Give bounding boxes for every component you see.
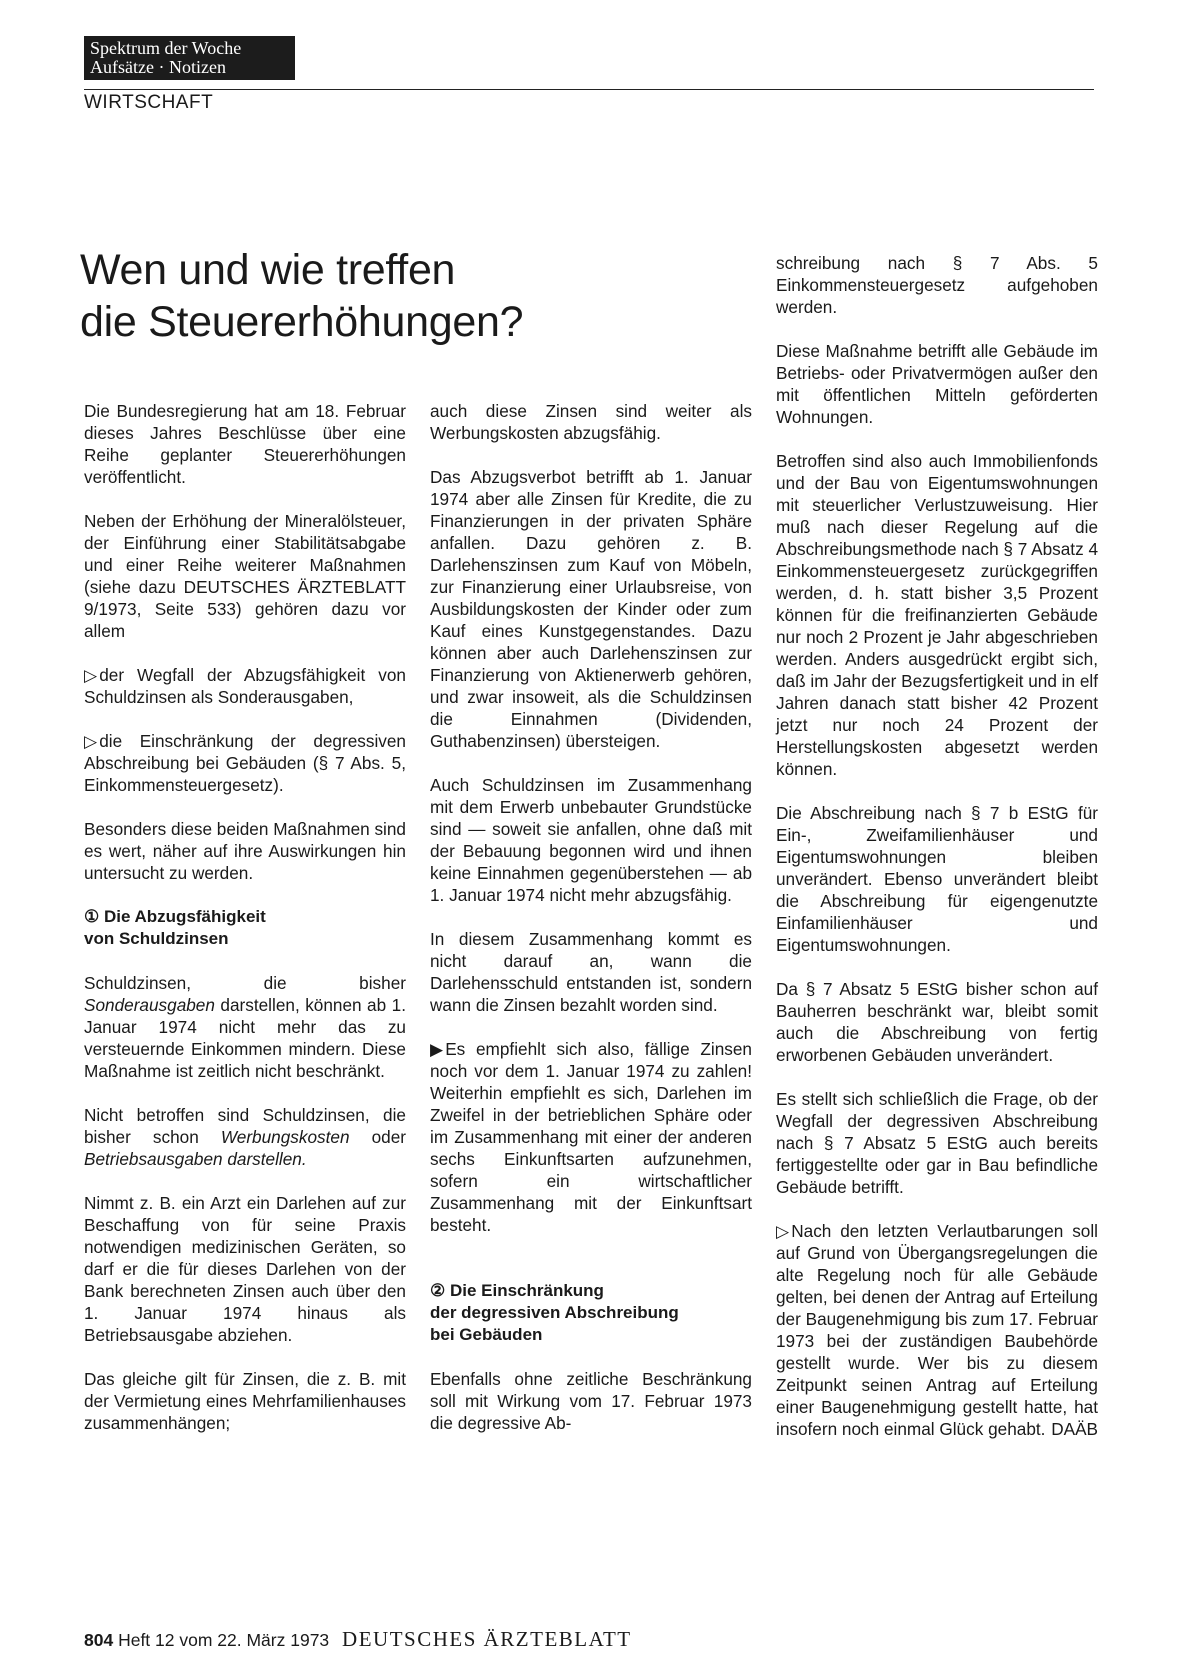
bullet-text: Nach den letzten Verlautbarungen soll auf Grund von Übergangsregelungen die alte Regelung noch für alle Gebäude gelten, bei denen der Antrag auf Erteilung der Baugenehmigung bis zum 17. Februar 1973 bei der zuständigen Baubehörde gestellt wurde. Wer bis zu diesem Zeitpunkt seinen Antrag auf Erteilung einer Baugenehmigung gestellt hatte, hat insofern noch einmal Glück gehabt. [776, 1221, 1098, 1439]
issue-info: Heft 12 vom 22. März 1973 [118, 1630, 330, 1650]
paragraph: schreibung nach § 7 Abs. 5 Einkommensteuergesetz aufgehoben werden. [776, 253, 1098, 317]
header-badge [84, 36, 295, 80]
title-line1: Wen und wie treffen [80, 246, 456, 294]
paragraph [84, 1104, 406, 1170]
bullet-paragraph [84, 730, 406, 796]
subheading-2 [430, 1280, 752, 1346]
page-footer [84, 1627, 632, 1652]
subheading-line: bei Gebäuden [430, 1325, 543, 1344]
text-run: darstellen, können ab 1. Januar 1974 nicht mehr das zu versteuernde Einkommen mindern. Diese Maßnahme ist zeitlich nicht beschränkt. [84, 995, 406, 1081]
text-run: oder [349, 1127, 406, 1147]
bullet-text: die Einschränkung der degressiven Abschreibung bei Gebäuden (§ 7 Abs. 5, Einkommensteuergesetz). [84, 731, 406, 795]
bullet-paragraph [84, 664, 406, 708]
author-initials: DAÄB [1051, 1419, 1098, 1439]
paragraph: Ebenfalls ohne zeitliche Beschränkung soll mit Wirkung vom 17. Februar 1973 die degressive Ab- [430, 1369, 752, 1433]
text-run: Schuldzinsen, die bisher [84, 973, 406, 993]
subheading-line: ① Die Abzugsfähigkeit [84, 907, 266, 926]
paragraph: Auch Schuldzinsen im Zusammenhang mit dem Erwerb unbebauter Grundstücke sind — soweit sie anfallen, ohne daß mit der Bebauung begonnen wird und ihnen keine Einnahmen gegenüberstehen — ab 1. Januar 1974 nicht mehr abzugsfähig. [430, 775, 752, 905]
bullet-paragraph [430, 1038, 752, 1236]
italic-run: Werbungskosten [220, 1127, 350, 1147]
column-2 [430, 400, 752, 1456]
article-title [80, 244, 680, 348]
filled-triangle-bullet-icon: ▶ [430, 1039, 444, 1059]
header-badge-line2: Aufsätze · Notizen [90, 57, 226, 77]
column-1 [84, 400, 406, 1456]
paragraph [84, 972, 406, 1082]
publication-name: DEUTSCHES ÄRZTEBLATT [342, 1627, 632, 1651]
paragraph: Besonders diese beiden Maßnahmen sind es wert, näher auf ihre Auswirkungen hin untersucht zu werden. [84, 819, 406, 883]
subheading-line: von Schuldzinsen [84, 929, 229, 948]
column-3 [776, 252, 1098, 1462]
paragraph: auch diese Zinsen sind weiter als Werbungskosten abzugsfähig. [430, 401, 752, 443]
triangle-bullet-icon: ▷ [776, 1221, 790, 1241]
bullet-text: der Wegfall der Abzugsfähigkeit von Schuldzinsen als Sonderausgaben, [84, 665, 406, 707]
paragraph: Betroffen sind also auch Immobilienfonds und der Bau von Eigentumswohnungen mit steuerlicher Verlustzuweisung. Hier muß nach dieser Regelung auf die Abschreibungsmethode nach § 7 Absatz 4 Einkommensteuergesetz zurückgegriffen werden, d. h. statt bisher 3,5 Prozent können für die freifinanzierten Gebäude nur noch 2 Prozent je Jahr abgeschrieben werden. Anders ausgedrückt ergibt sich, daß im Jahr der Bezugsfertigkeit und in elf Jahren danach statt bisher 42 Prozent jetzt nur noch 24 Prozent der Herstellungskosten abgesetzt werden können. [776, 451, 1099, 779]
italic-run: Sonderausgaben [84, 995, 215, 1015]
paragraph: In diesem Zusammenhang kommt es nicht darauf an, wann die Darlehensschuld entstanden ist, sondern wann die Zinsen bezahlt worden sind. [430, 929, 752, 1015]
triangle-bullet-icon: ▷ [84, 665, 98, 685]
subheading-line: der degressiven Abschreibung [430, 1303, 679, 1322]
paragraph: Die Abschreibung nach § 7 b EStG für Ein-, Zweifamilienhäuser und Eigentumswohnungen bleiben unverändert. Ebenso unverändert bleibt die Abschreibung für eigengenutzte Einfamilienhäuser und Eigentumswohnungen. [776, 803, 1098, 955]
page-number: 804 [84, 1630, 114, 1650]
paragraph: Da § 7 Absatz 5 EStG bisher schon auf Bauherren beschränkt war, bleibt somit auch die Abschreibung von fertig erworbenen Gebäuden unverändert. [776, 979, 1098, 1065]
paragraph: Diese Maßnahme betrifft alle Gebäude im Betriebs- oder Privatvermögen außer den mit öffentlichen Mitteln geförderten Wohnungen. [776, 341, 1098, 427]
paragraph: Das Abzugsverbot betrifft ab 1. Januar 1974 aber alle Zinsen für Kredite, die zu Finanzierungen in der privaten Sphäre anfallen. Dazu gehören z. B. Darlehenszinsen zum Kauf von Möbeln, zur Finanzierung einer Urlaubsreise, von Ausbildungskosten der Kinder oder zum Kauf eines Kunstgegenstandes. Dazu können aber auch Darlehenszinsen zur Finanzierung von Aktienerwerb gehören, und zwar insoweit, als die Schuldzinsen die Einnahmen (Dividenden, Guthabenzinsen) übersteigen. [430, 467, 752, 751]
title-line2: die Steuererhöhungen? [80, 298, 524, 346]
paragraph: Das gleiche gilt für Zinsen, die z. B. mit der Vermietung eines Mehrfamilienhauses zusammenhängen; [84, 1369, 406, 1433]
paragraph: Es stellt sich schließlich die Frage, ob der Wegfall der degressiven Abschreibung nach § 7 Absatz 5 EStG auch bereits fertiggestellte oder gar in Bau befindliche Gebäude betrifft. [776, 1089, 1098, 1197]
header-rule [84, 89, 1094, 90]
triangle-bullet-icon: ▷ [84, 731, 98, 751]
subheading-line: ② Die Einschränkung [430, 1281, 604, 1300]
section-label: WIRTSCHAFT [84, 92, 214, 113]
text-run: Nicht betroffen sind Schuldzinsen, die bisher schon [84, 1105, 406, 1147]
subheading-1 [84, 906, 406, 950]
paragraph: Neben der Erhöhung der Mineralölsteuer, der Einführung einer Stabilitätsabgabe und einer Reihe weiterer Maßnahmen (siehe dazu DEUTSCHES ÄRZTEBLATT 9/1973, Seite 533) gehören dazu vor allem [84, 511, 406, 641]
bullet-paragraph [776, 1220, 1098, 1440]
italic-run: Betriebsausgaben darstellen. [84, 1149, 307, 1169]
bullet-text: Es empfiehlt sich also, fällige Zinsen noch vor dem 1. Januar 1974 zu zahlen! Weiterhin empfiehlt es sich, Darlehen im Zweifel in der betrieblichen Sphäre oder im Zusammenhang mit einer der anderen sechs Einkunftsarten aufzunehmen, sofern ein wirtschaftlicher Zusammenhang mit der Einkunftsart besteht. [430, 1039, 752, 1235]
paragraph: Nimmt z. B. ein Arzt ein Darlehen auf zur Beschaffung von für seine Praxis notwendigen medizinischen Geräten, so darf er die für dieses Darlehen von der Bank berechneten Zinsen auch über den 1. Januar 1974 hinaus als Betriebsausgabe abziehen. [84, 1193, 406, 1345]
header-badge-line1: Spektrum der Woche [90, 38, 242, 58]
paragraph: Die Bundesregierung hat am 18. Februar dieses Jahres Beschlüsse über eine Reihe geplanter Steuererhöhungen veröffentlicht. [84, 401, 406, 487]
